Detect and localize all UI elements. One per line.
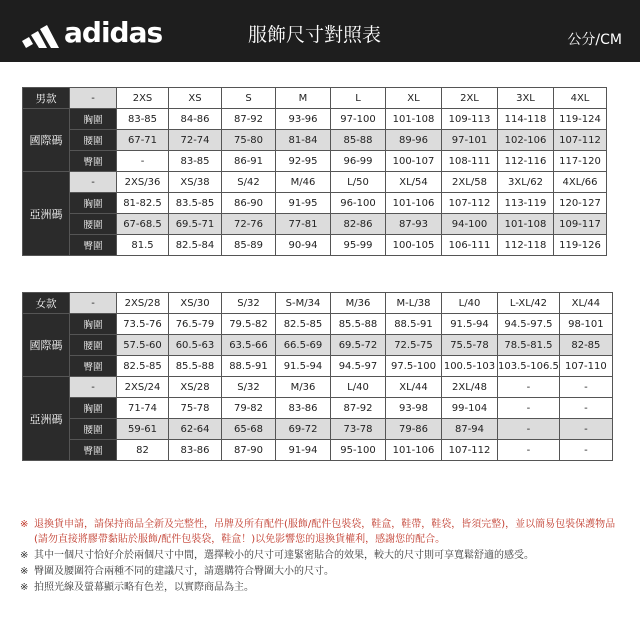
size-header-cell: -: [70, 88, 117, 109]
measurement-row: [23, 314, 613, 335]
womens-size-table: [22, 292, 613, 461]
note-item: [20, 517, 626, 547]
measurement-value: 75-78: [169, 398, 222, 419]
measurement-value: 67-68.5: [117, 214, 169, 235]
measurement-value: 88.5-91: [222, 356, 276, 377]
measurement-row: [23, 419, 613, 440]
section-label: 男款: [23, 88, 70, 109]
measurement-value: -: [498, 398, 560, 419]
measurement-label: 胸圍: [70, 398, 117, 419]
size-header-cell: XS: [169, 88, 222, 109]
measurement-value: 91.5-94: [276, 356, 331, 377]
size-header-cell: S/32: [222, 293, 276, 314]
measurement-value: 107-110: [559, 356, 612, 377]
measurement-value: 65-68: [222, 419, 276, 440]
page-title: 服飾尺寸對照表: [248, 24, 382, 46]
measurement-value: 82.5-85: [117, 356, 169, 377]
size-header-cell: XS/38: [169, 172, 222, 193]
measurement-value: 93-98: [386, 398, 442, 419]
note-item: [20, 580, 626, 595]
note-mark: ※: [20, 550, 29, 561]
unit-label: 公分/CM: [567, 32, 622, 48]
size-header-cell: 2XL/58: [442, 172, 498, 193]
size-group-label: 國際碼: [23, 314, 70, 377]
size-header-cell: M/36: [276, 377, 331, 398]
size-header-cell: M/46: [276, 172, 331, 193]
measurement-value: 112-116: [498, 151, 554, 172]
measurement-value: 101-108: [386, 109, 442, 130]
measurement-value: 101-108: [498, 214, 554, 235]
measurement-value: 82: [117, 440, 169, 461]
measurement-value: 83.5-85: [169, 193, 222, 214]
measurement-row: [23, 130, 607, 151]
measurement-value: 94.5-97: [331, 356, 386, 377]
size-header-cell: XL/44: [386, 377, 442, 398]
measurement-value: 112-118: [498, 235, 554, 256]
size-header-cell: M-L/38: [386, 293, 442, 314]
measurement-value: 93-96: [276, 109, 331, 130]
measurement-value: 82.5-84: [169, 235, 222, 256]
measurement-value: 100-105: [386, 235, 442, 256]
measurement-value: 95-99: [331, 235, 386, 256]
size-header-cell: 3XL/62: [498, 172, 554, 193]
measurement-row: [23, 440, 613, 461]
brand-logo: [20, 12, 162, 52]
measurement-value: 114-118: [498, 109, 554, 130]
measurement-value: 83-86: [169, 440, 222, 461]
measurement-value: 100-107: [386, 151, 442, 172]
size-header-cell: 2XS/36: [117, 172, 169, 193]
measurement-value: -: [498, 440, 560, 461]
size-header-cell: M: [276, 88, 331, 109]
size-header-cell: -: [70, 172, 117, 193]
measurement-row: [23, 109, 607, 130]
measurement-value: 91-94: [276, 440, 331, 461]
measurement-value: 85.5-88: [331, 314, 386, 335]
measurement-value: 73-78: [331, 419, 386, 440]
adidas-stripes-icon: [20, 15, 60, 49]
measurement-value: 94.5-97.5: [498, 314, 560, 335]
measurement-value: 69.5-71: [169, 214, 222, 235]
size-group-label: 國際碼: [23, 109, 70, 172]
measurement-value: 87-92: [331, 398, 386, 419]
measurement-value: 120-127: [554, 193, 607, 214]
brand-name: adidas: [64, 15, 163, 49]
measurement-value: 78.5-81.5: [498, 335, 560, 356]
section-label: 女款: [23, 293, 70, 314]
measurement-value: 98-101: [559, 314, 612, 335]
note-text: 拍照光線及螢幕顯示略有色差，以實際商品為主。: [34, 582, 254, 593]
note-mark: ※: [20, 582, 29, 593]
measurement-value: 72-76: [222, 214, 276, 235]
size-header-cell: M/36: [331, 293, 386, 314]
measurement-row: [23, 151, 607, 172]
measurement-value: 86-91: [222, 151, 276, 172]
size-group-label: 亞洲碼: [23, 377, 70, 461]
note-mark: ※: [20, 566, 29, 577]
measurement-label: 臀圍: [70, 440, 117, 461]
measurement-label: 臀圍: [70, 235, 117, 256]
measurement-value: 91.5-94: [442, 314, 498, 335]
measurement-value: 106-111: [442, 235, 498, 256]
measurement-value: 79.5-82: [222, 314, 276, 335]
measurement-value: 96-99: [331, 151, 386, 172]
measurement-value: 85.5-88: [169, 356, 222, 377]
size-header-cell: S: [222, 88, 276, 109]
measurement-value: 86-90: [222, 193, 276, 214]
measurement-value: 119-126: [554, 235, 607, 256]
header-bar: [0, 0, 640, 62]
measurement-value: 67-71: [117, 130, 169, 151]
measurement-row: [23, 193, 607, 214]
measurement-value: 79-86: [386, 419, 442, 440]
measurement-row: [23, 214, 607, 235]
measurement-label: 胸圍: [70, 314, 117, 335]
measurement-value: 72-74: [169, 130, 222, 151]
note-text: 退換貨申請，請保持商品全新及完整性，吊牌及所有配件(服飾/配件包裝袋，鞋盒，鞋帶，鞋袋，皆須完整)，並以簡易包裝保護物品(請勿直接將膠帶黏貼於服飾/配件包裝袋，鞋盒！)以免影響您的退換貨權利，感謝您的配合。: [34, 519, 616, 545]
size-header-cell: -: [498, 377, 560, 398]
size-header-cell: 4XL/66: [554, 172, 607, 193]
measurement-value: 69.5-72: [331, 335, 386, 356]
measurement-value: 87-93: [386, 214, 442, 235]
measurement-value: 119-124: [554, 109, 607, 130]
measurement-value: 107-112: [442, 193, 498, 214]
measurement-label: 胸圍: [70, 193, 117, 214]
measurement-value: 83-85: [117, 109, 169, 130]
measurement-value: 82.5-85: [276, 314, 331, 335]
size-header-cell: S-M/34: [276, 293, 331, 314]
measurement-value: 84-86: [169, 109, 222, 130]
measurement-value: 87-90: [222, 440, 276, 461]
size-subheader-row: [23, 377, 613, 398]
note-text: 臀圍及腰圍符合兩種不同的建議尺寸，請選購符合臀圍大小的尺寸。: [34, 566, 334, 577]
measurement-value: 109-117: [554, 214, 607, 235]
measurement-value: 102-106: [498, 130, 554, 151]
size-header-cell: XS/30: [169, 293, 222, 314]
measurement-value: 97-100: [331, 109, 386, 130]
measurement-value: 97.5-100: [386, 356, 442, 377]
size-header-cell: -: [559, 377, 612, 398]
note-mark: ※: [20, 519, 29, 530]
measurement-value: 91-95: [276, 193, 331, 214]
notes-section: [20, 517, 626, 596]
measurement-value: 79-82: [222, 398, 276, 419]
size-header-cell: XL/44: [559, 293, 612, 314]
size-header-cell: XL: [386, 88, 442, 109]
size-header-cell: -: [70, 377, 117, 398]
measurement-value: 71-74: [117, 398, 169, 419]
measurement-value: 94-100: [442, 214, 498, 235]
size-header-cell: 2XL/48: [442, 377, 498, 398]
measurement-value: 95-100: [331, 440, 386, 461]
measurement-value: 60.5-63: [169, 335, 222, 356]
measurement-value: 101-106: [386, 193, 442, 214]
size-header-cell: 4XL: [554, 88, 607, 109]
measurement-value: -: [559, 398, 612, 419]
measurement-value: 117-120: [554, 151, 607, 172]
size-header-cell: 2XL: [442, 88, 498, 109]
measurement-value: 107-112: [442, 440, 498, 461]
measurement-value: 75-80: [222, 130, 276, 151]
size-header-cell: S/42: [222, 172, 276, 193]
measurement-value: 82-86: [331, 214, 386, 235]
measurement-value: 113-119: [498, 193, 554, 214]
size-header-cell: 3XL: [498, 88, 554, 109]
measurement-value: -: [498, 419, 560, 440]
measurement-value: 69-72: [276, 419, 331, 440]
measurement-value: 81-84: [276, 130, 331, 151]
measurement-value: 73.5-76: [117, 314, 169, 335]
measurement-value: 57.5-60: [117, 335, 169, 356]
measurement-value: -: [559, 440, 612, 461]
measurement-value: 63.5-66: [222, 335, 276, 356]
measurement-value: 109-113: [442, 109, 498, 130]
measurement-value: 72.5-75: [386, 335, 442, 356]
measurement-value: 62-64: [169, 419, 222, 440]
measurement-value: 88.5-91: [386, 314, 442, 335]
measurement-row: [23, 335, 613, 356]
size-header-cell: 2XS: [117, 88, 169, 109]
size-subheader-row: [23, 172, 607, 193]
size-header-cell: L: [331, 88, 386, 109]
measurement-value: 82-85: [559, 335, 612, 356]
measurement-value: 99-104: [442, 398, 498, 419]
measurement-value: 81.5: [117, 235, 169, 256]
measurement-value: 59-61: [117, 419, 169, 440]
measurement-value: 75.5-78: [442, 335, 498, 356]
measurement-value: 85-88: [331, 130, 386, 151]
measurement-value: 87-94: [442, 419, 498, 440]
note-item: [20, 564, 626, 579]
measurement-row: [23, 398, 613, 419]
size-header-cell: 2XS/24: [117, 377, 169, 398]
size-header-cell: L-XL/42: [498, 293, 560, 314]
measurement-value: 97-101: [442, 130, 498, 151]
measurement-value: 87-92: [222, 109, 276, 130]
measurement-label: 腰圍: [70, 335, 117, 356]
measurement-value: 100.5-103: [442, 356, 498, 377]
measurement-value: -: [559, 419, 612, 440]
measurement-value: -: [117, 151, 169, 172]
size-header-cell: S/32: [222, 377, 276, 398]
measurement-value: 90-94: [276, 235, 331, 256]
measurement-value: 96-100: [331, 193, 386, 214]
measurement-label: 胸圍: [70, 109, 117, 130]
size-header-row: [23, 88, 607, 109]
measurement-value: 89-96: [386, 130, 442, 151]
measurement-label: 腰圍: [70, 419, 117, 440]
size-header-cell: L/40: [442, 293, 498, 314]
measurement-row: [23, 235, 607, 256]
measurement-value: 76.5-79: [169, 314, 222, 335]
size-group-label: 亞洲碼: [23, 172, 70, 256]
measurement-value: 108-111: [442, 151, 498, 172]
size-header-cell: XS/28: [169, 377, 222, 398]
measurement-label: 腰圍: [70, 130, 117, 151]
measurement-row: [23, 356, 613, 377]
measurement-value: 77-81: [276, 214, 331, 235]
measurement-value: 107-112: [554, 130, 607, 151]
measurement-value: 83-85: [169, 151, 222, 172]
note-text: 其中一個尺寸恰好介於兩個尺寸中間，選擇較小的尺寸可達緊密貼合的效果，較大的尺寸則可享寬鬆舒適的感受。: [34, 550, 534, 561]
size-header-cell: L/40: [331, 377, 386, 398]
size-header-cell: XL/54: [386, 172, 442, 193]
size-header-cell: L/50: [331, 172, 386, 193]
measurement-value: 66.5-69: [276, 335, 331, 356]
measurement-value: 85-89: [222, 235, 276, 256]
mens-size-table: [22, 87, 607, 256]
size-header-row: [23, 293, 613, 314]
measurement-value: 103.5-106.5: [498, 356, 560, 377]
size-header-cell: 2XS/28: [117, 293, 169, 314]
measurement-value: 101-106: [386, 440, 442, 461]
measurement-label: 臀圍: [70, 356, 117, 377]
measurement-label: 臀圍: [70, 151, 117, 172]
size-header-cell: -: [70, 293, 117, 314]
measurement-label: 腰圍: [70, 214, 117, 235]
measurement-value: 81-82.5: [117, 193, 169, 214]
measurement-value: 83-86: [276, 398, 331, 419]
note-item: [20, 548, 626, 563]
measurement-value: 92-95: [276, 151, 331, 172]
